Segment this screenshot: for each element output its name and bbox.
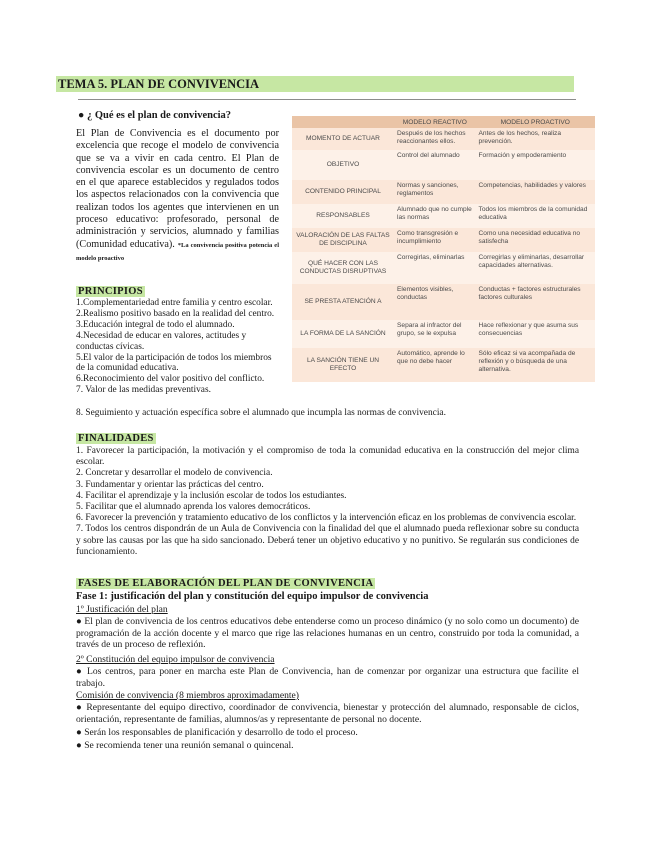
comision-bullet: ● Se recomienda tener una reunión semanal o quincenal.: [76, 740, 294, 751]
list-item: 7. Valor de las medidas preventivas.: [76, 385, 211, 396]
table-row: [292, 228, 595, 252]
list-item: 6. Favorecer la prevención y tratamiento educativo de los conflictos y la intervención eficaz en los problemas de convivencia escolar.: [76, 513, 577, 524]
list-item: 4. Facilitar el aprendizaje y la inclusión escolar de todos los estudiantes.: [76, 490, 347, 501]
table-cell: Corregirlas y eliminarlas, desarrollar capacidades alternativas.: [476, 252, 595, 284]
constitucion-subheading: 2º Constitución del equipo impulsor de convivencia: [76, 654, 275, 665]
table-cell: Hace reflexionar y que asuma sus consecuencias: [476, 320, 595, 348]
table-cell: Después de los hechos reaccionantes ellos.: [394, 128, 476, 150]
table-header-cell: MODELO PROACTIVO: [476, 116, 595, 128]
list-item: 8. Seguimiento y actuación específica sobre el alumnado que incumpla las normas de convivencia.: [76, 408, 446, 418]
table-cell: Antes de los hechos, realiza prevención.: [476, 128, 595, 150]
principios-heading: PRINCIPIOS: [78, 286, 143, 297]
table-row: [292, 284, 595, 320]
table-row: [292, 128, 595, 150]
table-cell: Sólo eficaz si va acompañada de reflexión y o búsqueda de una alternativa.: [476, 348, 595, 382]
table-row-label: SE PRESTA ATENCIÓN A: [292, 284, 394, 320]
list-item: 6.Reconocimiento del valor positivo del conflicto.: [76, 374, 265, 385]
list-item: 1.Complementariedad entre familia y centro escolar.: [76, 298, 273, 308]
list-item: 7. Todos los centros dispondrán de un Aula de Convivencia con la finalidad del que el alumnado pueda reflexionar sobre su conducta y sobre las causas por las que ha sido sancionado. Deberá tener un objetivo educativo y no punitivo. Se regularán sus condiciones de funcionamiento.: [76, 524, 579, 557]
table-header-cell: [292, 116, 394, 128]
justificacion-subheading: 1º Justificación del plan: [76, 604, 168, 615]
table-cell: Como transgresión e incumplimiento: [394, 228, 476, 252]
table-cell: Competencias, habilidades y valores: [476, 180, 595, 204]
table-cell: Automático, aprende lo que no debe hacer: [394, 348, 476, 382]
list-item: 4.Necesidad de educar en valores, actitudes y conductas cívicas.: [76, 330, 247, 352]
table-cell: Normas y sanciones, reglamentos: [394, 180, 476, 204]
table-row: [292, 180, 595, 204]
table-cell: Todos los miembros de la comunidad educativa: [476, 204, 595, 228]
list-item: 2. Concretar y desarrollar el modelo de convivencia.: [76, 468, 273, 479]
intro-text: El Plan de Convivencia es el documento por excelencia que recoge el modelo de convivencia que se va a vivir en cada centro. El Plan de convivencia escolar es un documento de centro en el que aparece establecidos y regulados todos los aspectos relacionados con la convivencia que realizan todos los agentes que intervienen en un proceso educativo: profesorado, personal de administración y servicios, alumnado y familias (Comunidad educativa).: [76, 128, 279, 250]
table-cell: Elementos visibles, conductas: [394, 284, 476, 320]
table-row-label: CONTENIDO PRINCIPAL: [292, 180, 394, 204]
table-row-label: LA SANCIÓN TIENE UN EFECTO: [292, 348, 394, 382]
justificacion-text: ● El plan de convivencia de los centros educativos debe entenderse como un proceso dinámico (y no solo como un documento) de programación de la acción docente y el marco que rige las relaciones humanas en un centro, construido por toda la comunidad, a través de un proceso de reflexión.: [76, 616, 579, 650]
finalidades-list: [76, 446, 579, 558]
table-row-label: RESPONSABLES: [292, 204, 394, 228]
table-row-label: LA FORMA DE LA SANCIÓN: [292, 320, 394, 348]
finalidades-heading: FINALIDADES: [78, 433, 154, 444]
table-cell: Como una necesidad educativa no satisfecha: [476, 228, 595, 252]
principios-list-continued: [76, 408, 576, 419]
intro-note: *La convivencia positiva potencia el modelo proactivo: [76, 241, 279, 262]
table-row-label: VALORACIÓN DE LAS FALTAS DE DISCIPLINA: [292, 228, 394, 252]
list-item: 2.Realismo positivo basado en la realidad del centro.: [76, 308, 275, 319]
table-cell: Separa al infractor del grupo, se le expulsa: [394, 320, 476, 348]
table-row-label: OBJETIVO: [292, 150, 394, 180]
table-cell: Corregirlas, eliminarlas: [394, 252, 476, 284]
page-title: TEMA 5. PLAN DE CONVIVENCIA: [56, 76, 574, 92]
table-row-label: QUÉ HACER CON LAS CONDUCTAS DISRUPTIVAS: [292, 252, 394, 284]
fase-1-heading: Fase 1: justificación del plan y constitución del equipo impulsor de convivencia: [76, 591, 429, 602]
table-cell: Alumnado que no cumple las normas: [394, 204, 476, 228]
table-header-row: [292, 116, 595, 128]
intro-paragraph: [76, 128, 279, 265]
fases-heading: FASES DE ELABORACIÓN DEL PLAN DE CONVIVENCIA: [78, 578, 374, 589]
table-cell: Conductas + factores estructurales factores culturales: [476, 284, 595, 320]
comision-bullet: ● Representante del equipo directivo, coordinador de convivencia, bienestar y protección del alumnado, responsable de ciclos, orientación, representante de familias, alumnos/as y representante de personal no docente.: [76, 702, 579, 725]
table-row-label: MOMENTO DE ACTUAR: [292, 128, 394, 150]
comision-subheading: Comisión de convivencia (8 miembros aproximadamente): [76, 690, 299, 701]
constitucion-text: ● Los centros, para poner en marcha este Plan de Convivencia, han de comenzar por organizar una estructura que facilite el trabajo.: [76, 666, 579, 689]
divider-line: [78, 99, 576, 100]
list-item: 5.El valor de la participación de todos los miembros de la comunidad educativa.: [76, 352, 272, 374]
list-item: 3. Fundamentar y orientar las prácticas del centro.: [76, 479, 264, 490]
table-cell: Control del alumnado: [394, 150, 476, 180]
list-item: 1. Favorecer la participación, la motivación y el compromiso de toda la comunidad educativa en la construcción del mejor clima escolar.: [76, 446, 579, 468]
comision-bullet: ● Serán los responsables de planificación y desarrollo de todo el proceso.: [76, 727, 358, 738]
table-row: [292, 252, 595, 284]
list-item: 5. Facilitar que el alumnado aprenda los valores democráticos.: [76, 502, 311, 513]
table-row: [292, 320, 595, 348]
list-item: 3.Educación integral de todo el alumnado.: [76, 319, 235, 330]
table-header-cell: MODELO REACTIVO: [394, 116, 476, 128]
comparison-table: [292, 116, 595, 382]
principios-list: [76, 298, 281, 396]
table-row: [292, 150, 595, 180]
question-heading: ● ¿ Qué es el plan de convivencia?: [78, 110, 232, 121]
table-cell: Formación y empoderamiento: [476, 150, 595, 180]
table-row: [292, 204, 595, 228]
table-row: [292, 348, 595, 382]
